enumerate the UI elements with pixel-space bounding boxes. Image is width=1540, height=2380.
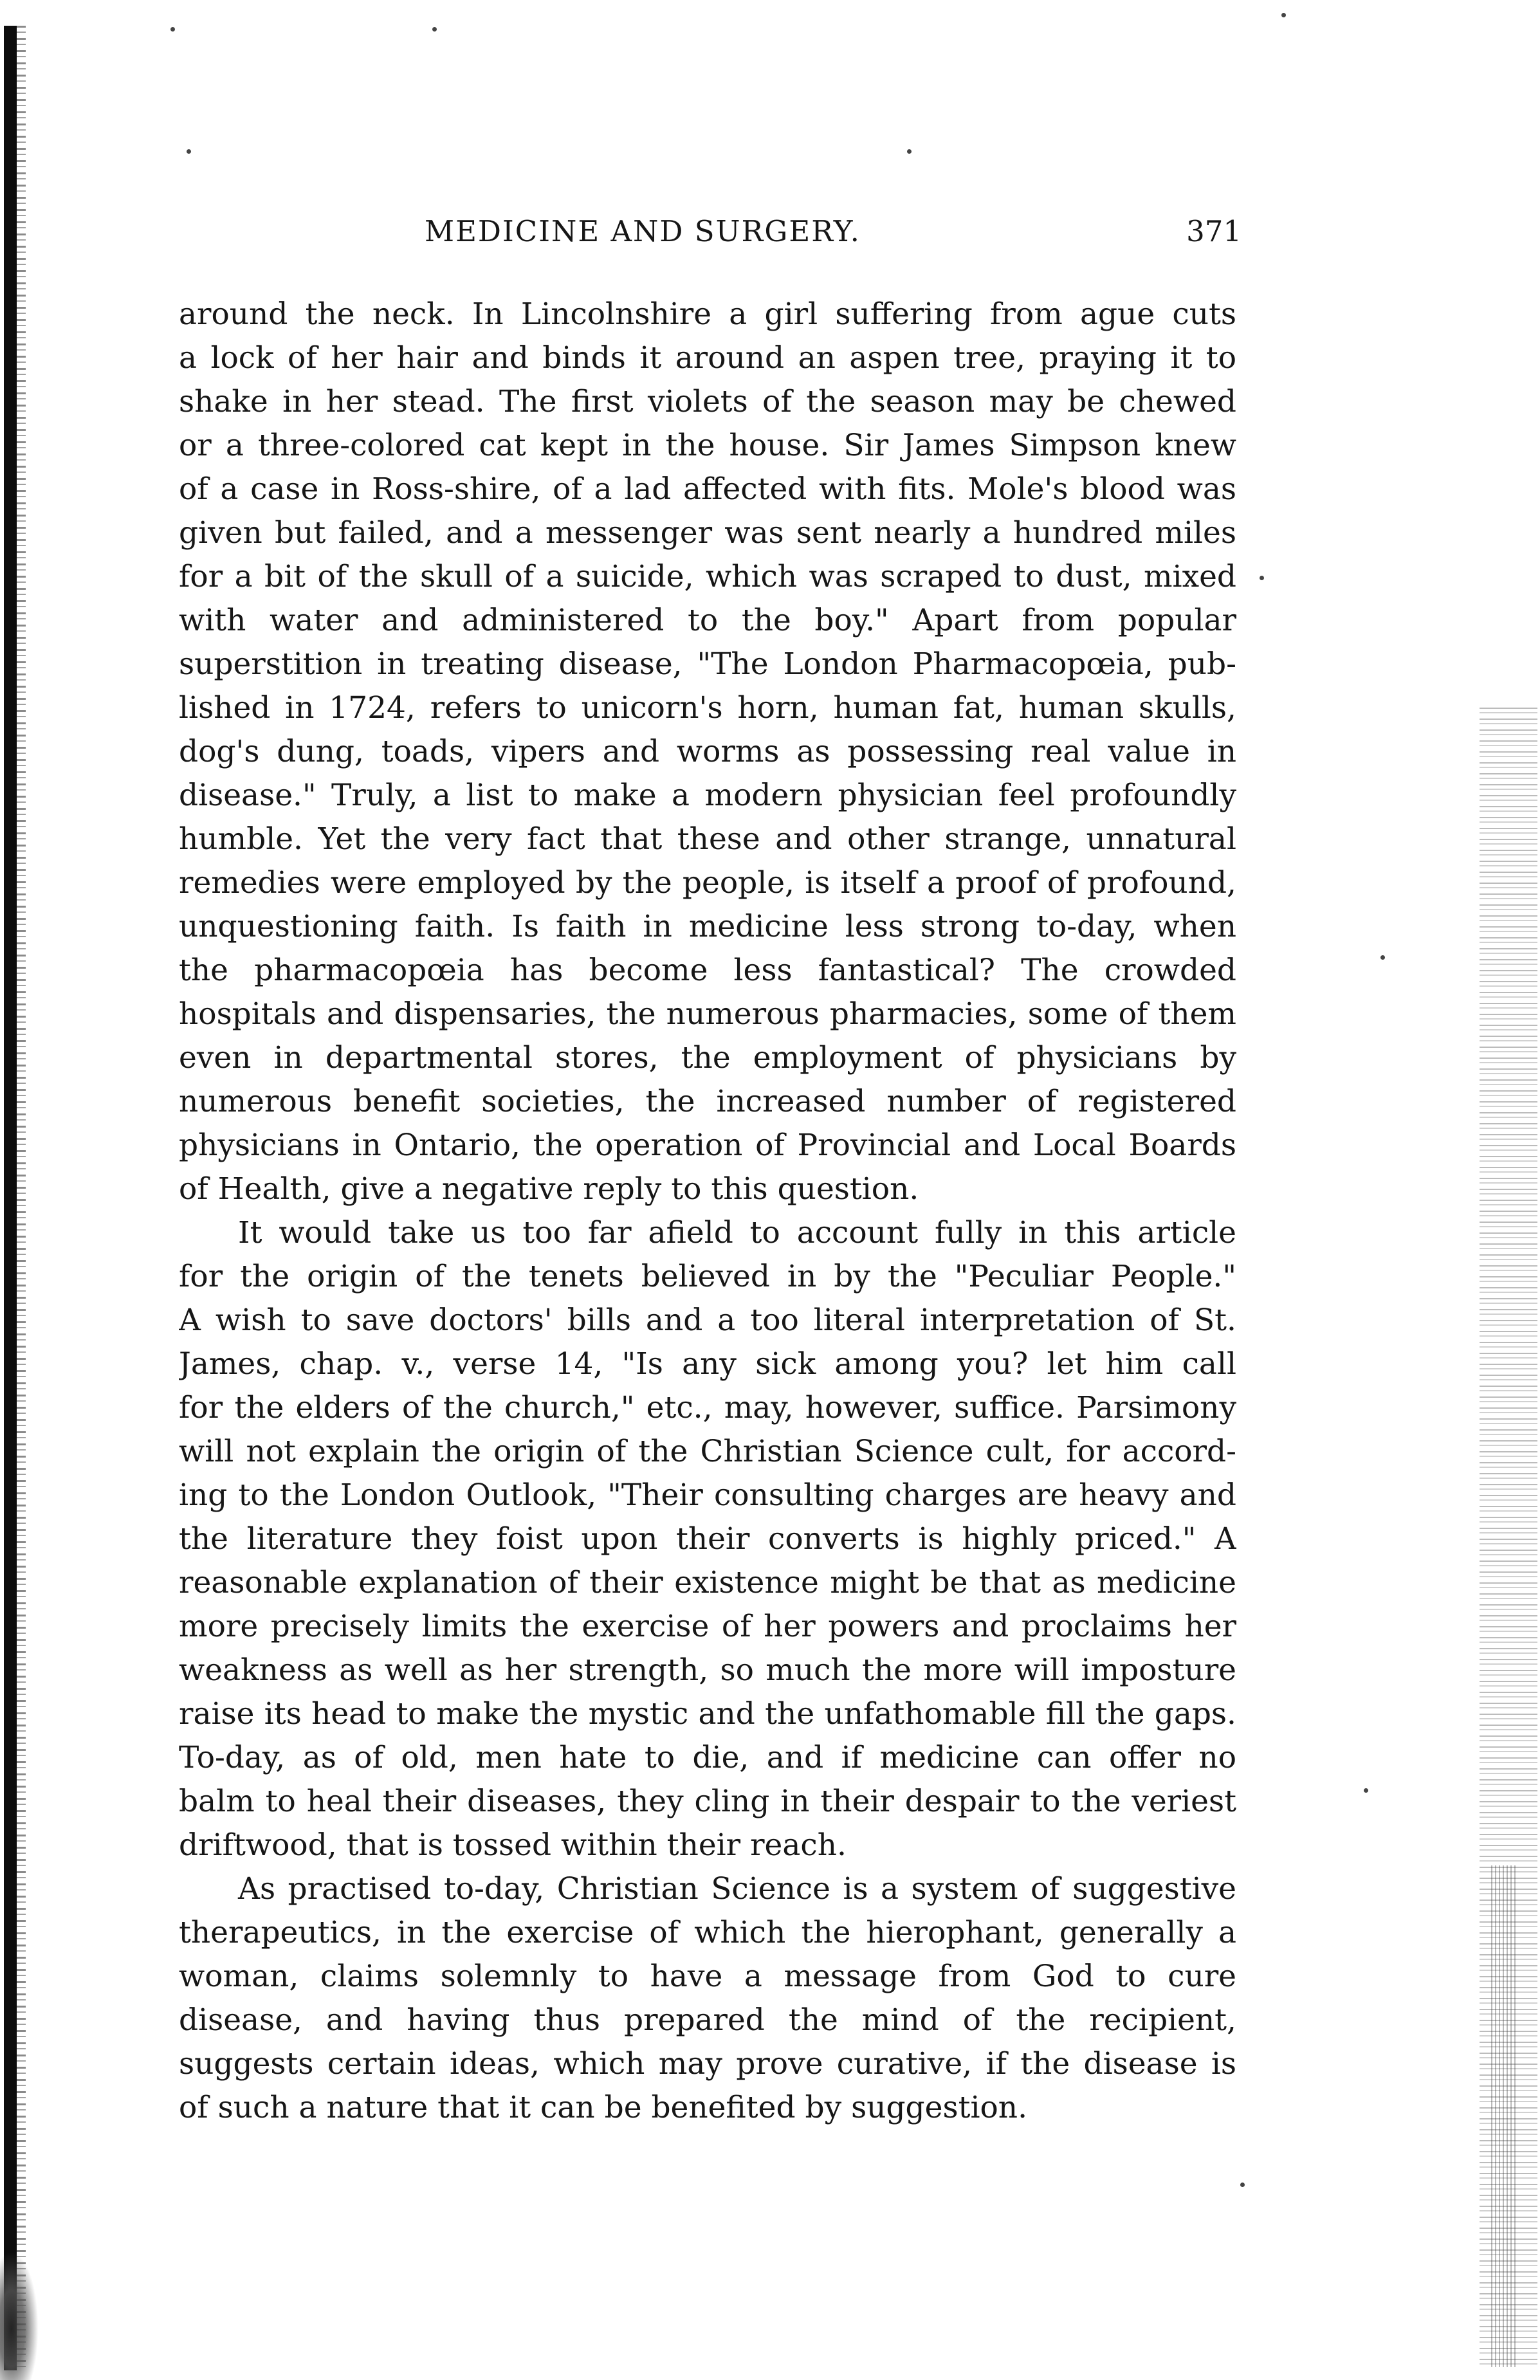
scan-speck — [1281, 13, 1286, 17]
right-edge-shadow — [1491, 1865, 1517, 2367]
text-line: To-day, as of old, men hate to die, and if medicine can offer no — [179, 1740, 1236, 1775]
binding-fray — [17, 26, 26, 2370]
scan-speck — [907, 149, 912, 154]
text-line: shake in her stead. The first violets of the season may be chewed — [179, 384, 1236, 419]
text-line: more precisely limits the exercise of her powers and proclaims her — [179, 1609, 1236, 1644]
text-line: reasonable explanation of their existence might be that as medicine — [179, 1565, 1236, 1600]
text-line: of such a nature that it can be benefited by suggestion. — [179, 2090, 1028, 2125]
text-line: a lock of her hair and binds it around an aspen tree, praying it to — [179, 340, 1236, 376]
text-line: A wish to save doctors' bills and a too literal interpretation of St. — [179, 1303, 1236, 1338]
text-line: unquestioning faith. Is faith in medicine less strong to-day, when — [179, 909, 1236, 944]
scan-speck — [187, 149, 191, 154]
text-line: physicians in Ontario, the operation of Provincial and Local Boards — [179, 1128, 1236, 1163]
body-text — [179, 293, 1236, 2130]
text-line: will not explain the origin of the Christian Science cult, for accord- — [179, 1434, 1236, 1469]
scan-speck — [170, 27, 175, 32]
corner-smudge — [0, 2251, 39, 2380]
text-line: for a bit of the skull of a suicide, which was scraped to dust, mixed — [179, 559, 1236, 594]
text-line: humble. Yet the very fact that these and other strange, unnatural — [179, 821, 1236, 857]
text-line: disease, and having thus prepared the mind of the recipient, — [179, 2002, 1236, 2038]
text-line: of a case in Ross-shire, of a lad affected with fits. Mole's blood was — [179, 471, 1236, 507]
scan-speck — [1260, 576, 1264, 580]
running-head — [174, 212, 1242, 251]
scan-speck — [432, 27, 437, 32]
scan-speck — [1380, 955, 1385, 960]
text-line: lished in 1724, refers to unicorn's horn, human fat, human skulls, — [179, 690, 1236, 726]
text-line: balm to heal their diseases, they cling in their despair to the veriest — [179, 1784, 1236, 1819]
text-line: suggests certain ideas, which may prove curative, if the disease is — [179, 2046, 1236, 2082]
text-line: the literature they foist upon their converts is highly priced." A — [179, 1521, 1236, 1557]
text-line: around the neck. In Lincolnshire a girl suffering from ague cuts — [179, 297, 1236, 332]
text-line: weakness as well as her strength, so much the more will imposture — [179, 1652, 1236, 1688]
text-line: raise its head to make the mystic and the unfathomable fill the gaps. — [179, 1696, 1236, 1732]
page-binding-edge — [0, 26, 26, 2370]
paragraph — [179, 1867, 1236, 2130]
paragraph — [179, 1211, 1236, 1867]
text-line: disease." Truly, a list to make a modern physician feel profoundly — [179, 778, 1236, 813]
text-line: even in departmental stores, the employment of physicians by — [179, 1040, 1236, 1076]
text-line: for the origin of the tenets believed in by the "Peculiar People." — [179, 1259, 1236, 1294]
text-line: numerous benefit societies, the increased number of registered — [179, 1084, 1236, 1119]
text-line: As practised to-day, Christian Science is a system of suggestive — [238, 1871, 1236, 1907]
text-line: driftwood, that is tossed within their reach. — [179, 1827, 847, 1863]
text-line: of Health, give a negative reply to this question. — [179, 1171, 919, 1207]
running-title: MEDICINE AND SURGERY. — [425, 214, 861, 248]
page-number: 371 — [1186, 214, 1242, 248]
text-line: ing to the London Outlook, "Their consulting charges are heavy and — [179, 1478, 1236, 1513]
text-line: given but failed, and a messenger was sent nearly a hundred miles — [179, 515, 1236, 551]
text-line: superstition in treating disease, "The London Pharmacopœia, pub- — [179, 646, 1236, 682]
text-line: remedies were employed by the people, is itself a proof of profound, — [179, 865, 1236, 901]
text-line: therapeutics, in the exercise of which the hierophant, generally a — [179, 1915, 1236, 1950]
text-line: James, chap. v., verse 14, "Is any sick among you? let him call — [179, 1346, 1236, 1382]
scan-speck — [1364, 1788, 1368, 1793]
scan-speck — [1240, 2183, 1245, 2187]
paragraph — [179, 293, 1236, 1211]
text-line: with water and administered to the boy." Apart from popular — [179, 603, 1236, 638]
text-line: It would take us too far afield to account fully in this article — [238, 1215, 1236, 1250]
text-line: woman, claims solemnly to have a message from God to cure — [179, 1959, 1236, 1994]
text-line: dog's dung, toads, vipers and worms as possessing real value in — [179, 734, 1236, 769]
binding-shadow — [4, 26, 17, 2370]
text-line: for the elders of the church," etc., may, however, suffice. Parsimony — [179, 1390, 1236, 1425]
text-line: hospitals and dispensaries, the numerous pharmacies, some of them — [179, 996, 1236, 1032]
text-line: or a three-colored cat kept in the house. Sir James Simpson knew — [179, 428, 1236, 463]
text-line: the pharmacopœia has become less fantastical? The crowded — [179, 953, 1236, 988]
